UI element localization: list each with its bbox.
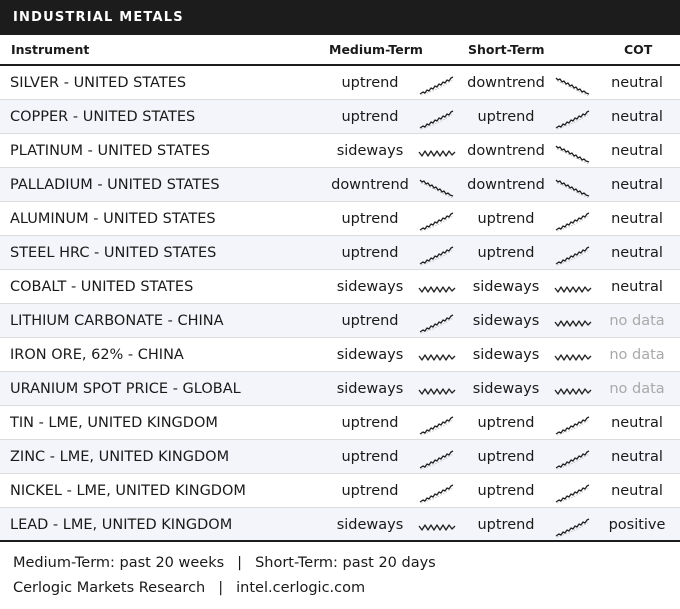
short-term-trend: uptrend: [477, 517, 535, 533]
cot-status: no data: [609, 313, 665, 329]
table-row[interactable]: [0, 202, 680, 236]
medium-term-trend: uptrend: [341, 109, 399, 125]
medium-term-trend: sideways: [336, 143, 404, 159]
cot-status: neutral: [611, 415, 663, 431]
cot-status: neutral: [611, 177, 663, 193]
cot-status: no data: [609, 381, 665, 397]
cot-status: no data: [609, 347, 665, 363]
cot-status: neutral: [611, 279, 663, 295]
table-row[interactable]: [0, 66, 680, 100]
uptrend-sparkline-icon: [554, 440, 594, 474]
uptrend-sparkline-icon: [554, 202, 594, 236]
uptrend-sparkline-icon: [418, 100, 458, 134]
cot-status: neutral: [611, 449, 663, 465]
medium-term-trend: sideways: [336, 347, 404, 363]
cot-status: neutral: [611, 75, 663, 91]
uptrend-sparkline-icon: [554, 406, 594, 440]
medium-term-trend: uptrend: [341, 211, 399, 227]
short-term-trend: uptrend: [477, 109, 535, 125]
table-row[interactable]: [0, 338, 680, 372]
footer: [0, 545, 680, 609]
downtrend-sparkline-icon: [554, 66, 594, 100]
instrument-name: COBALT - UNITED STATES: [10, 279, 194, 295]
instrument-table: [0, 66, 680, 542]
cot-status: neutral: [611, 109, 663, 125]
source-name: Cerlogic Markets Research: [13, 580, 206, 596]
instrument-name: PLATINUM - UNITED STATES: [10, 143, 210, 159]
medium-term-trend: uptrend: [341, 75, 399, 91]
cot-status: neutral: [611, 143, 663, 159]
short-term-trend: sideways: [472, 347, 540, 363]
short-term-trend: uptrend: [477, 415, 535, 431]
instrument-name: COPPER - UNITED STATES: [10, 109, 196, 125]
short-term-note: Short-Term: past 20 days: [255, 555, 436, 571]
instrument-name: LEAD - LME, UNITED KINGDOM: [10, 517, 233, 533]
table-row[interactable]: [0, 270, 680, 304]
column-header-instrument: Instrument: [11, 42, 90, 57]
downtrend-sparkline-icon: [418, 168, 458, 202]
table-row[interactable]: [0, 508, 680, 542]
instrument-name: PALLADIUM - UNITED STATES: [10, 177, 220, 193]
instrument-name: LITHIUM CARBONATE - CHINA: [10, 313, 224, 329]
medium-term-note: Medium-Term: past 20 weeks: [13, 555, 225, 571]
downtrend-sparkline-icon: [554, 134, 594, 168]
uptrend-sparkline-icon: [418, 66, 458, 100]
uptrend-sparkline-icon: [554, 508, 594, 542]
source-url[interactable]: intel.cerlogic.com: [236, 580, 366, 596]
short-term-trend: uptrend: [477, 449, 535, 465]
medium-term-trend: uptrend: [341, 245, 399, 261]
instrument-name: STEEL HRC - UNITED STATES: [10, 245, 217, 261]
sideways-sparkline-icon: [418, 508, 458, 542]
sideways-sparkline-icon: [418, 134, 458, 168]
uptrend-sparkline-icon: [418, 406, 458, 440]
panel-title: INDUSTRIAL METALS: [0, 0, 680, 35]
medium-term-trend: uptrend: [341, 415, 399, 431]
short-term-trend: downtrend: [467, 177, 545, 193]
uptrend-sparkline-icon: [554, 236, 594, 270]
table-row[interactable]: [0, 168, 680, 202]
table-row[interactable]: [0, 406, 680, 440]
short-term-trend: downtrend: [467, 75, 545, 91]
short-term-trend: uptrend: [477, 245, 535, 261]
instrument-name: SILVER - UNITED STATES: [10, 75, 187, 91]
table-row[interactable]: [0, 134, 680, 168]
footer-separator: |: [237, 555, 243, 571]
table-row[interactable]: [0, 440, 680, 474]
medium-term-trend: uptrend: [341, 483, 399, 499]
column-header-medium-term: Medium-Term: [329, 42, 423, 57]
sideways-sparkline-icon: [554, 372, 594, 406]
sideways-sparkline-icon: [554, 338, 594, 372]
instrument-name: TIN - LME, UNITED KINGDOM: [10, 415, 218, 431]
instrument-name: ZINC - LME, UNITED KINGDOM: [10, 449, 230, 465]
column-header-short-term: Short-Term: [468, 42, 545, 57]
sideways-sparkline-icon: [554, 270, 594, 304]
medium-term-trend: uptrend: [341, 313, 399, 329]
short-term-trend: sideways: [472, 381, 540, 397]
uptrend-sparkline-icon: [554, 474, 594, 508]
footer-separator: |: [218, 580, 224, 596]
uptrend-sparkline-icon: [418, 202, 458, 236]
uptrend-sparkline-icon: [418, 304, 458, 338]
table-row[interactable]: [0, 100, 680, 134]
short-term-trend: sideways: [472, 279, 540, 295]
sideways-sparkline-icon: [418, 372, 458, 406]
sideways-sparkline-icon: [418, 270, 458, 304]
short-term-trend: uptrend: [477, 211, 535, 227]
table-row[interactable]: [0, 236, 680, 270]
medium-term-trend: downtrend: [331, 177, 409, 193]
cot-status: neutral: [611, 211, 663, 227]
medium-term-trend: sideways: [336, 517, 404, 533]
table-row[interactable]: [0, 474, 680, 508]
instrument-name: URANIUM SPOT PRICE - GLOBAL: [10, 381, 241, 397]
downtrend-sparkline-icon: [554, 168, 594, 202]
medium-term-trend: sideways: [336, 279, 404, 295]
footer-terms-note: [13, 555, 436, 571]
uptrend-sparkline-icon: [418, 474, 458, 508]
medium-term-trend: uptrend: [341, 449, 399, 465]
table-row[interactable]: [0, 372, 680, 406]
short-term-trend: downtrend: [467, 143, 545, 159]
cot-status: neutral: [611, 483, 663, 499]
uptrend-sparkline-icon: [418, 236, 458, 270]
cot-status: positive: [608, 517, 666, 533]
cot-status: neutral: [611, 245, 663, 261]
column-header-cot: COT: [624, 42, 653, 57]
footer-source: [13, 580, 365, 596]
instrument-name: NICKEL - LME, UNITED KINGDOM: [10, 483, 246, 499]
instrument-name: IRON ORE, 62% - CHINA: [10, 347, 184, 363]
instrument-name: ALUMINUM - UNITED STATES: [10, 211, 216, 227]
medium-term-trend: sideways: [336, 381, 404, 397]
short-term-trend: uptrend: [477, 483, 535, 499]
column-header-row: [0, 35, 680, 66]
table-row[interactable]: [0, 304, 680, 338]
uptrend-sparkline-icon: [418, 440, 458, 474]
short-term-trend: sideways: [472, 313, 540, 329]
uptrend-sparkline-icon: [554, 100, 594, 134]
sideways-sparkline-icon: [554, 304, 594, 338]
sideways-sparkline-icon: [418, 338, 458, 372]
